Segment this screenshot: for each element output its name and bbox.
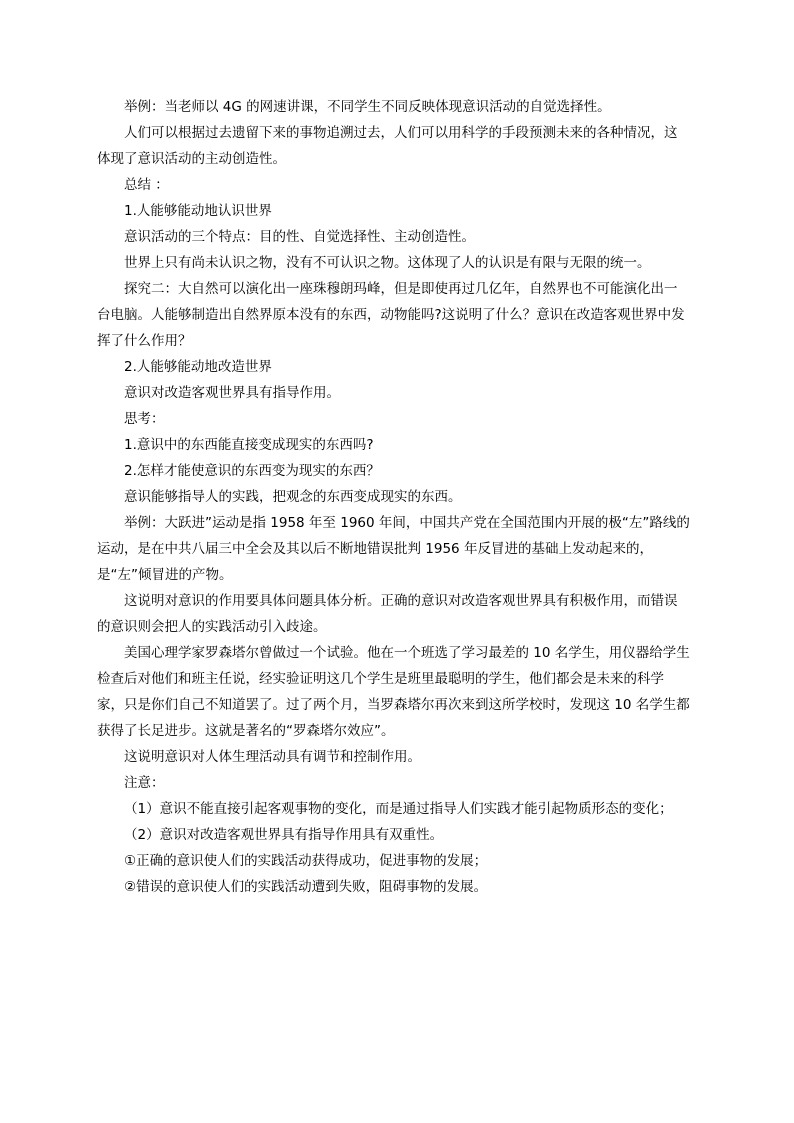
note-item: （1）意识不能直接引起客观事物的变化，而是通过指导人们实践才能引起物质形态的变化； <box>124 801 673 817</box>
paragraph: 探究二：大自然可以演化出一座珠穆朗玛峰，但是即使再过几亿年，自然界也不可能演化出一台电脑。人能够制造出自然界原本没有的东西，动物能吗?这说明了什么？意识在改造客观世界中发挥了什么作用？ <box>97 281 685 349</box>
section-heading: 2.人能够能动地改造世界 <box>124 359 272 375</box>
paragraph: 人们可以根据过去遗留下来的事物追溯过去，人们可以用科学的手段预测未来的各种情况，这体现了意识活动的主动创造性。 <box>97 125 678 167</box>
note-item: （2）意识对改造客观世界具有指导作用具有双重性。 <box>124 827 444 843</box>
question-item: 1.意识中的东西能直接变成现实的东西吗? <box>124 437 374 453</box>
section-heading: 1.人能够能动地认识世界 <box>124 203 272 219</box>
paragraph: 举例：当老师以 4G 的网速讲课，不同学生不同反映体现意识活动的自觉选择性。 <box>124 99 611 115</box>
paragraph: 意识对改造客观世界具有指导作用。 <box>124 385 340 401</box>
note-item: ②错误的意识使人们的实践活动遭到失败，阻碍事物的发展。 <box>124 879 488 895</box>
paragraph: 美国心理学家罗森塔尔曾做过一个试验。他在一个班选了学习最差的 10 名学生，用仪器给学生检查后对他们和班主任说，经实验证明这几个学生是班里最聪明的学生，他们都会是未来的科学家，只是你们自己不知道罢了。过了两个月，当罗森塔尔再次来到这所学校时，发现这 10 名学生都获得了长足进步。这就是著名的“罗森塔尔效应”。 <box>97 645 690 739</box>
paragraph: 这说明意识对人体生理活动具有调节和控制作用。 <box>124 749 421 765</box>
section-heading: 总结 ： <box>124 177 169 193</box>
paragraph: 世界上只有尚未认识之物，没有不可认识之物。这体现了人的认识是有限与无限的统一。 <box>124 255 651 271</box>
section-heading: 注意： <box>124 775 165 791</box>
paragraph: 意识活动的三个特点：目的性、自觉选择性、主动创造性。 <box>124 229 475 245</box>
question-item: 2.怎样才能使意识的东西变为现实的东西？ <box>124 463 380 479</box>
section-heading: 思考： <box>124 411 165 427</box>
paragraph: 举例：大跃进”运动是指 1958 年至 1960 年间，中国共产党在全国范围内开展的极“左”路线的运动，是在中共八届三中全会及其以后不断地错误批判 1956 年反冒进的基础上发动起来的，是“左”倾冒进的产物。 <box>97 515 690 583</box>
paragraph: 这说明对意识的作用要具体问题具体分析。正确的意识对改造客观世界具有积极作用，而错误的意识则会把人的实践活动引入歧途。 <box>97 593 678 635</box>
note-item: ①正确的意识使人们的实践活动获得成功，促进事物的发展； <box>124 853 488 869</box>
paragraph: 意识能够指导人的实践，把观念的东西变成现实的东西。 <box>124 489 462 505</box>
